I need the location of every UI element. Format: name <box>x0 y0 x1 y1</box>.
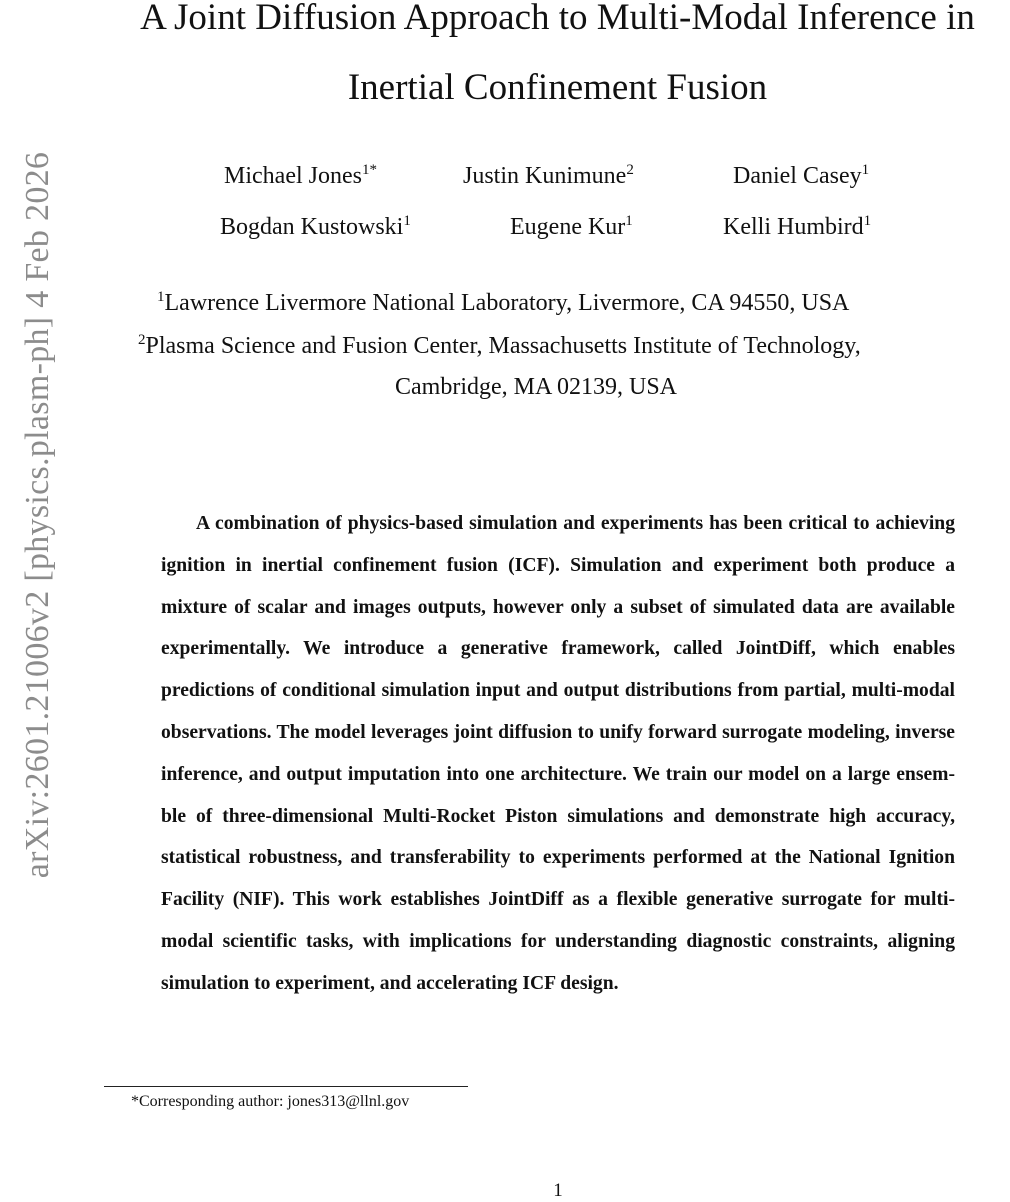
author-name: Daniel Casey <box>733 163 862 189</box>
author-name: Justin Kunimune <box>463 163 627 189</box>
footnote-divider <box>104 1086 468 1087</box>
author-name: Bogdan Kustowski <box>220 214 404 240</box>
corresponding-author-footnote: *Corresponding author: jones313@llnl.gov <box>131 1093 410 1110</box>
author-affiliation-mark: 1* <box>361 162 377 178</box>
affiliation-1 <box>157 290 849 317</box>
author-affiliation-mark: 1 <box>625 213 633 229</box>
author-name: Eugene Kur <box>510 214 626 240</box>
author-daniel-casey <box>733 163 869 190</box>
affiliation-2-continued <box>395 374 677 401</box>
abstract: A combination of physics-based simulation and experiments has been critical to achieving ignition in inertial confinement fusion (ICF). Simulation and experiment both produce a mixture of scalar and images outputs, however only a subset of simulated data are available experimentally. We introduce a generative framework, called JointDiff, which enables predictions of conditional simulation input and output distributions from partial, multi-modal observations. The model leverages joint diffusion to unify forward surrogate modeling, inverse inference, and output imputation into one architecture. We train our model on a large ensemble of three-dimensional Multi-Rocket Piston simulations and demonstrate high accuracy, statistical robustness, and transferability to experiments performed at the National Ignition Facility (NIF). This work establishes JointDiff as a flexible generative surrogate for multi-modal scientific tasks, with implications for understanding diagnostic constraints, aligning simulation to experiment, and accelerating ICF design. <box>161 513 955 994</box>
author-bogdan-kustowski <box>220 214 411 241</box>
author-michael-jones <box>224 163 377 190</box>
author-name: Michael Jones <box>224 163 362 189</box>
affiliation-2 <box>138 333 861 360</box>
affiliation-mark: 2 <box>138 332 146 348</box>
page-number: 1 <box>553 1180 563 1201</box>
arxiv-identifier-stamp: arXiv:2601.21006v2 [physics.plasm-ph] 4 Feb 2026 <box>19 151 56 879</box>
affiliation-text: Lawrence Livermore National Laboratory, Livermore, CA 94550, USA <box>164 290 850 316</box>
author-affiliation-mark: 1 <box>861 162 870 178</box>
paper-title: A Joint Diffusion Approach to Multi-Modal Inference in Inertial Confinement Fusion <box>140 0 975 108</box>
affiliation-text: Cambridge, MA 02139, USA <box>395 374 677 400</box>
affiliation-mark: 1 <box>157 289 165 305</box>
affiliation-text: Plasma Science and Fusion Center, Massachusetts Institute of Technology, <box>145 333 861 359</box>
author-justin-kunimune <box>463 163 634 190</box>
author-kelli-humbird <box>723 214 871 241</box>
author-affiliation-mark: 1 <box>403 213 411 229</box>
author-name: Kelli Humbird <box>723 214 864 240</box>
author-affiliation-mark: 2 <box>626 162 634 178</box>
author-affiliation-mark: 1 <box>863 213 872 229</box>
author-eugene-kur <box>510 214 633 241</box>
